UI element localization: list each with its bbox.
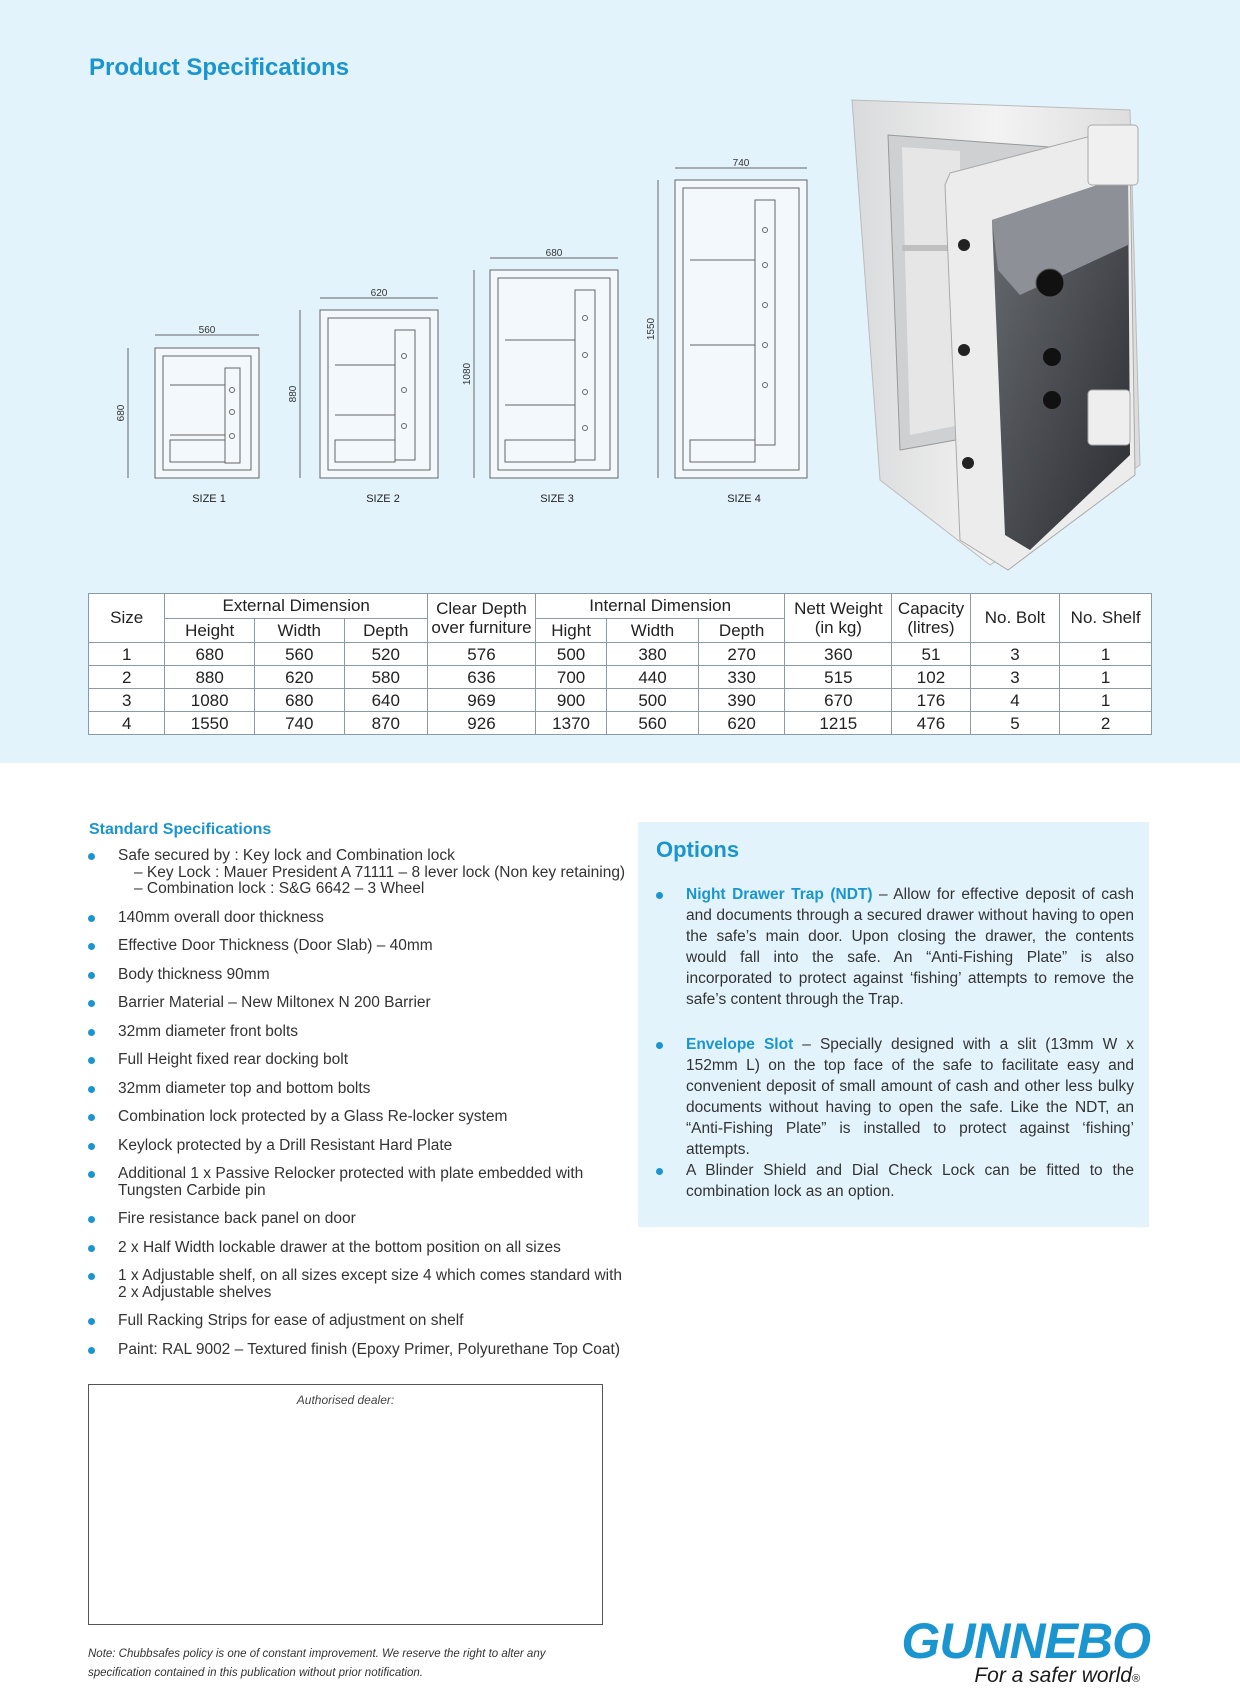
list-item <box>88 910 628 927</box>
size-3-width-label: 680 <box>545 248 563 259</box>
cell: 580 <box>344 666 427 689</box>
cell: 900 <box>535 689 606 712</box>
size-2-caption: SIZE 2 <box>366 493 400 505</box>
bullet-icon <box>88 1273 95 1280</box>
cell: 520 <box>344 643 427 666</box>
bullet-icon <box>88 1000 95 1007</box>
spec-text: Full Racking Strips for ease of adjustment on shelf <box>118 1312 464 1329</box>
bullet-icon <box>88 915 95 922</box>
safe-photo <box>840 95 1170 575</box>
bullet-icon <box>88 1114 95 1121</box>
cell: 560 <box>254 643 344 666</box>
options-title: Options <box>656 837 740 862</box>
specification-table <box>88 593 1152 735</box>
option-envelope-slot <box>686 1034 1134 1160</box>
size-1-height-label: 680 <box>116 404 127 422</box>
col-int-width: Width <box>607 619 699 643</box>
standard-specifications-list <box>88 848 628 1370</box>
spec-text: Full Height fixed rear docking bolt <box>118 1051 349 1068</box>
spec-text: 2 x Half Width lockable drawer at the bottom position on all sizes <box>118 1238 561 1256</box>
list-item <box>88 1240 628 1257</box>
cell: 620 <box>254 666 344 689</box>
option-blinder-shield <box>686 1160 1134 1202</box>
option-text: – Allow for effective deposit of cash and documents through a secured drawer without having to open the safe’s main door. Upon closing the drawer, the contents would fall into the safe. An “Anti-Fishing Plate” is also incorporated to protect against ‘fishing’ attempts to remove the safe’s content through the Trap. <box>686 886 1134 1008</box>
cell: 500 <box>607 689 699 712</box>
spec-text: Additional 1 x Passive Relocker protected with plate embedded with Tungsten Carbide pin <box>118 1165 584 1199</box>
cell: 700 <box>535 666 606 689</box>
spec-text: 1 x Adjustable shelf, on all sizes except size 4 which comes standard with 2 x Adjustable shelves <box>118 1267 623 1301</box>
option-title: Envelope Slot <box>686 1036 794 1053</box>
col-internal-dimension-header: Internal Dimension <box>535 594 784 619</box>
safe-drawing-size-4 <box>658 168 807 478</box>
col-size-header: Size <box>89 594 165 643</box>
bullet-icon <box>88 1029 95 1036</box>
cell: 1080 <box>165 689 255 712</box>
options-panel <box>638 822 1149 1227</box>
cell: 680 <box>165 643 255 666</box>
list-item <box>88 1342 628 1359</box>
option-title: Night Drawer Trap (NDT) <box>686 886 873 903</box>
bullet-icon <box>88 943 95 950</box>
spec-sub-text: – Key Lock : Mauer President A 71111 – 8 lever lock (Non key retaining) <box>134 863 626 881</box>
spec-text: Paint: RAL 9002 – Textured finish (Epoxy Primer, Polyurethane Top Coat) <box>118 1340 621 1358</box>
cell: 51 <box>892 643 970 666</box>
bullet-icon <box>656 892 663 899</box>
cell: 176 <box>892 689 970 712</box>
standard-specifications-title: Standard Specifications <box>89 821 272 838</box>
brand-tagline <box>974 1664 1140 1688</box>
cell: 1 <box>1060 689 1152 712</box>
list-item <box>88 967 628 984</box>
cell: 880 <box>165 666 255 689</box>
col-external-dimension-header: External Dimension <box>165 594 428 619</box>
bullet-icon <box>88 1245 95 1252</box>
col-ext-height: Height <box>165 619 255 643</box>
cell: 576 <box>428 643 536 666</box>
bullet-icon <box>88 1171 95 1178</box>
cell: 1370 <box>535 712 606 735</box>
col-ext-depth: Depth <box>344 619 427 643</box>
cell: 670 <box>785 689 892 712</box>
cell: 740 <box>254 712 344 735</box>
cell: 969 <box>428 689 536 712</box>
cell: 620 <box>698 712 785 735</box>
spec-text: Safe secured by : Key lock and Combination lock <box>118 847 455 864</box>
col-bolt-header: No. Bolt <box>970 594 1060 643</box>
cell: 3 <box>89 689 165 712</box>
cell: 330 <box>698 666 785 689</box>
clear-depth-line-2: over furniture <box>431 618 532 637</box>
table-row <box>89 666 1152 689</box>
cell: 1215 <box>785 712 892 735</box>
policy-note: Note: Chubbsafes policy is one of constant improvement. We reserve the right to alter any specification contained in this publication without prior notification. <box>88 1648 546 1679</box>
size-2-height-label: 880 <box>288 385 299 403</box>
authorised-dealer-box <box>88 1384 603 1625</box>
cell: 3 <box>970 666 1060 689</box>
cell: 870 <box>344 712 427 735</box>
cell: 1 <box>1060 643 1152 666</box>
cell: 560 <box>607 712 699 735</box>
safe-drawing-size-1 <box>128 335 259 478</box>
spec-text: Effective Door Thickness (Door Slab) – 40mm <box>118 937 433 954</box>
cell: 640 <box>344 689 427 712</box>
cell: 380 <box>607 643 699 666</box>
size-1-width-label: 560 <box>198 325 216 336</box>
size-3-height-label: 1080 <box>462 362 473 386</box>
bullet-icon <box>88 972 95 979</box>
spec-text: Fire resistance back panel on door <box>118 1210 356 1227</box>
spec-text: Combination lock protected by a Glass Re-locker system <box>118 1108 508 1125</box>
spec-text: Keylock protected by a Drill Resistant Hard Plate <box>118 1136 453 1154</box>
option-text: – Specially designed with a slit (13mm W x 152mm L) on the top face of the safe to facilitate easy and convenient deposit of small amount of cash and other less bulky documents without having to open the safe. Like the NDT, an “Anti-Fishing Plate” is installed to protect against ‘fishing’ attempts. <box>686 1036 1135 1158</box>
col-weight-header <box>785 594 892 643</box>
option-text: A Blinder Shield and Dial Check Lock can be fitted to the combination lock as an option. <box>686 1162 1134 1200</box>
bullet-icon <box>88 1057 95 1064</box>
col-clear-depth-header <box>428 594 536 643</box>
list-item <box>88 848 628 898</box>
list-item <box>88 1081 628 1098</box>
spec-text: 140mm overall door thickness <box>118 908 324 926</box>
col-shelf-header: No. Shelf <box>1060 594 1152 643</box>
spec-sub-text: – Combination lock : S&G 6642 – 3 Wheel <box>134 880 425 897</box>
col-ext-width: Width <box>254 619 344 643</box>
bullet-icon <box>88 1143 95 1150</box>
bullet-icon <box>656 1042 663 1049</box>
spec-text: Barrier Material – New Miltonex N 200 Barrier <box>118 994 431 1011</box>
safe-size-drawings <box>110 150 830 510</box>
capacity-line-2: (litres) <box>907 618 955 637</box>
cell: 440 <box>607 666 699 689</box>
spec-text: 32mm diameter top and bottom bolts <box>118 1079 371 1097</box>
weight-line-1: Nett Weight <box>794 599 883 618</box>
list-item <box>88 1109 628 1126</box>
cell: 926 <box>428 712 536 735</box>
bullet-icon <box>656 1168 663 1175</box>
bullet-icon <box>88 1216 95 1223</box>
cell: 2 <box>1060 712 1152 735</box>
cell: 1 <box>1060 666 1152 689</box>
table-row <box>89 643 1152 666</box>
size-3-caption: SIZE 3 <box>540 493 574 505</box>
bullet-icon <box>88 1318 95 1325</box>
list-item <box>88 1138 628 1155</box>
cell: 1550 <box>165 712 255 735</box>
list-item <box>88 1166 628 1199</box>
cell: 4 <box>970 689 1060 712</box>
col-int-height: Hight <box>535 619 606 643</box>
size-1-caption: SIZE 1 <box>192 493 226 505</box>
list-item <box>88 995 628 1012</box>
cell: 1 <box>89 643 165 666</box>
tagline-text: For a safer world <box>974 1664 1132 1687</box>
list-item <box>88 938 628 955</box>
brand-name: GUNNEBO <box>901 1613 1150 1669</box>
safe-drawing-size-3 <box>474 258 618 478</box>
authorised-dealer-label: Authorised dealer: <box>296 1393 395 1407</box>
size-4-height-label: 1550 <box>646 317 657 341</box>
list-item <box>88 1052 628 1069</box>
cell: 4 <box>89 712 165 735</box>
registered-mark-icon: ® <box>1131 1673 1140 1685</box>
cell: 680 <box>254 689 344 712</box>
option-night-drawer-trap <box>686 884 1134 1010</box>
capacity-line-1: Capacity <box>897 599 965 618</box>
cell: 476 <box>892 712 970 735</box>
gunnebo-logo <box>860 1612 1160 1687</box>
cell: 515 <box>785 666 892 689</box>
list-item <box>88 1268 628 1301</box>
clear-depth-line-1: Clear Depth <box>436 599 527 618</box>
col-capacity-header <box>892 594 970 643</box>
col-int-depth: Depth <box>698 619 785 643</box>
list-item <box>88 1313 628 1330</box>
list-item <box>88 1024 628 1041</box>
weight-line-2: (in kg) <box>814 618 862 637</box>
bullet-icon <box>88 1347 95 1354</box>
cell: 500 <box>535 643 606 666</box>
cell: 270 <box>698 643 785 666</box>
spec-text: Body thickness 90mm <box>118 965 270 983</box>
list-item <box>88 1211 628 1228</box>
size-2-width-label: 620 <box>370 288 388 299</box>
safe-drawing-size-2 <box>300 298 438 478</box>
cell: 3 <box>970 643 1060 666</box>
table-row <box>89 712 1152 735</box>
spec-text: 32mm diameter front bolts <box>118 1022 299 1040</box>
cell: 636 <box>428 666 536 689</box>
cell: 5 <box>970 712 1060 735</box>
page-title: Product Specifications <box>89 54 350 81</box>
bullet-icon <box>88 1086 95 1093</box>
cell: 360 <box>785 643 892 666</box>
cell: 102 <box>892 666 970 689</box>
bullet-icon <box>88 853 95 860</box>
table-row <box>89 689 1152 712</box>
size-4-caption: SIZE 4 <box>727 493 761 505</box>
cell: 2 <box>89 666 165 689</box>
cell: 390 <box>698 689 785 712</box>
size-4-width-label: 740 <box>732 158 750 169</box>
